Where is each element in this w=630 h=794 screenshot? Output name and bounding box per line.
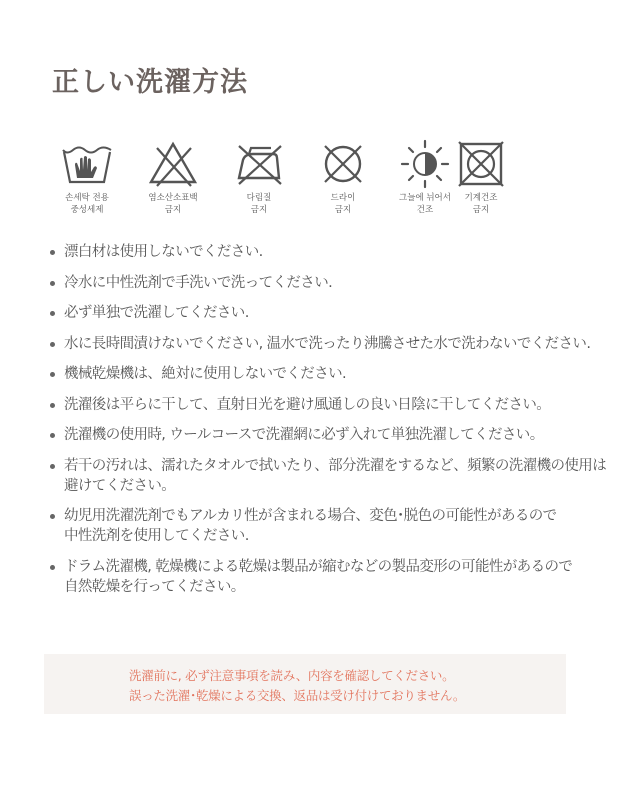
notice-box (44, 654, 566, 714)
no-tumble-dry-label: 기계건조 금지 (464, 193, 498, 215)
notice-line-1: 洗濯前に, 必ず注意事項を読み、内容を確認してください。 (129, 668, 455, 683)
list-item: 洗濯機の使用時, ウールコースで洗濯網に必ず入れて単独洗濯してください。 (50, 425, 630, 445)
care-rules-list (50, 242, 630, 607)
no-bleach-label: 염소산소표백 금지 (148, 193, 198, 215)
care-item-no-dry-clean (304, 138, 382, 216)
list-item: 若干の汚れは、濡れたタオルで拭いたり、部分洗濯をするなど、頻繁の洗濯機の使用は 避けてください。 (50, 456, 630, 496)
no-tumble-dry-icon (453, 138, 509, 190)
list-item: 漂白材は使用しないでください. (50, 242, 630, 262)
no-dry-clean-label: 드라이 금지 (330, 193, 356, 215)
care-item-no-iron (220, 138, 298, 216)
care-item-no-tumble-dry (442, 138, 520, 216)
no-dry-clean-icon (315, 138, 371, 190)
list-item: 必ず単独で洗濯してください. (50, 303, 630, 323)
no-iron-label: 다림질 금지 (246, 193, 272, 215)
hand-wash-icon (59, 138, 115, 190)
care-item-hand-wash (48, 138, 126, 216)
list-item: 冷水に中性洗剤で手洗いで洗ってください. (50, 273, 630, 293)
care-icons-row (48, 138, 518, 218)
shade-dry-label: 그늘에 뉘어서 건조 (399, 193, 451, 215)
list-item: 洗濯後は平らに干して、直射日光を避け風通しの良い日陰に干してください。 (50, 395, 630, 415)
no-iron-icon (231, 138, 287, 190)
page-title: 正しい洗濯方法 (52, 67, 248, 98)
list-item: 幼児用洗濯洗剤でもアルカリ性が含まれる場合、変色･脱色の可能性があるので 中性洗剤を使用してください. (50, 506, 630, 546)
hand-wash-label: 손세탁 전용 중성세제 (65, 193, 109, 215)
list-item: 水に長時間漬けないでください, 温水で洗ったり沸騰させた水で洗わないでください. (50, 334, 630, 354)
care-item-no-bleach (134, 138, 212, 216)
notice-line-2: 誤った洗濯･乾燥による交換、返品は受け付けておりません。 (129, 688, 466, 703)
list-item: 機械乾燥機は、絶対に使用しないでください. (50, 364, 630, 384)
list-item: ドラム洗濯機, 乾燥機による乾燥は製品が縮むなどの製品変形の可能性があるので 自然乾燥を行ってください。 (50, 557, 630, 597)
no-bleach-icon (145, 138, 201, 190)
